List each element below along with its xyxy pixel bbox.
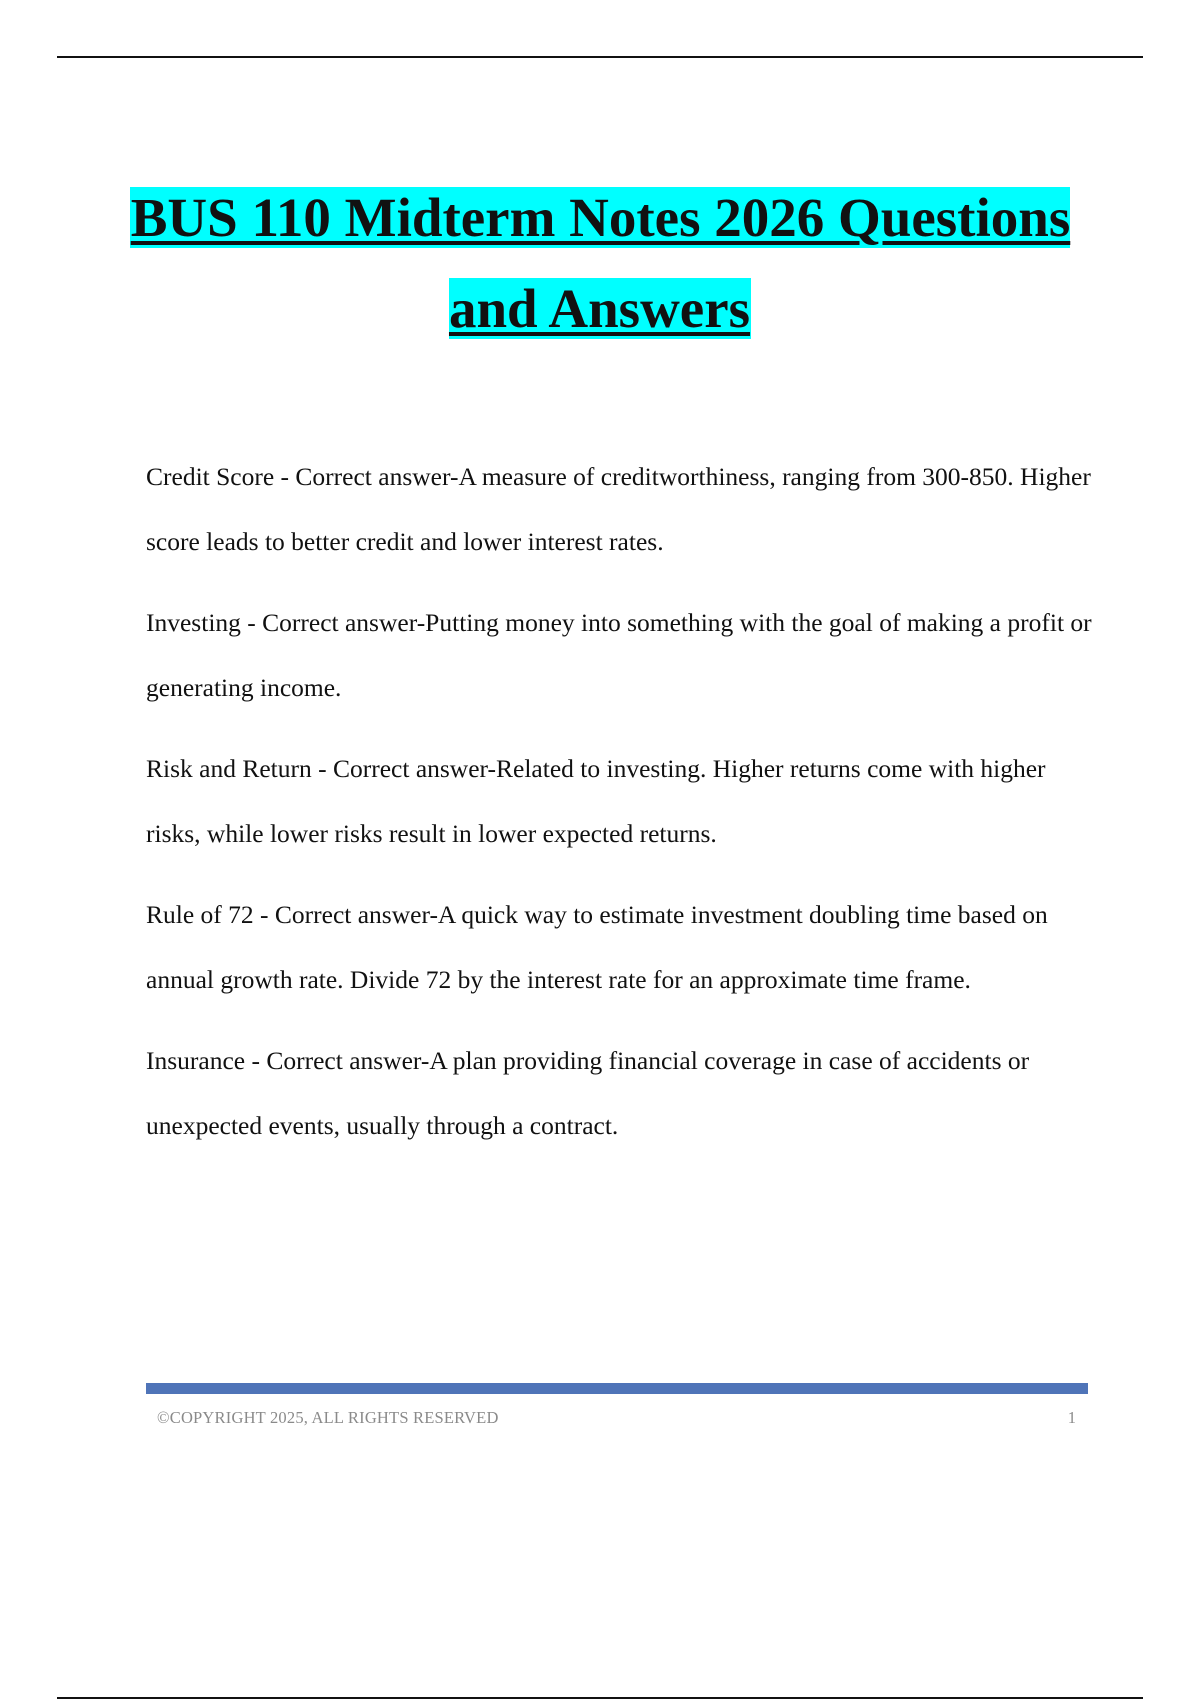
- entry-rule-of-72: Rule of 72 - Correct answer-A quick way to estimate investment doubling time based on annual growth rate. Divide 72 by the interest rate for an approximate time frame.: [146, 900, 1048, 994]
- bottom-divider: [57, 1697, 1143, 1699]
- footer-copyright: ©COPYRIGHT 2025, ALL RIGHTS RESERVED: [157, 1408, 499, 1427]
- entry-investing: Investing - Correct answer-Putting money into something with the goal of making a profit or generating income.: [146, 608, 1092, 702]
- top-divider: [57, 56, 1143, 58]
- footer-bar: [146, 1383, 1088, 1394]
- entry-credit-score: Credit Score - Correct answer-A measure of creditworthiness, ranging from 300-850. Higher score leads to better credit and lower interest rates.: [146, 462, 1091, 556]
- entry-risk-and-return: Risk and Return - Correct answer-Related to investing. Higher returns come with higher risks, while lower risks result in lower expected returns.: [146, 754, 1046, 848]
- document-title-text: BUS 110 Midterm Notes 2026 Questions and Answers: [130, 187, 1071, 339]
- entry-insurance: Insurance - Correct answer-A plan providing financial coverage in case of accidents or unexpected events, usually through a contract.: [146, 1046, 1030, 1140]
- document-body: [146, 444, 1096, 1174]
- document-title: [100, 172, 1100, 354]
- footer-page-number: 1: [1067, 1408, 1076, 1427]
